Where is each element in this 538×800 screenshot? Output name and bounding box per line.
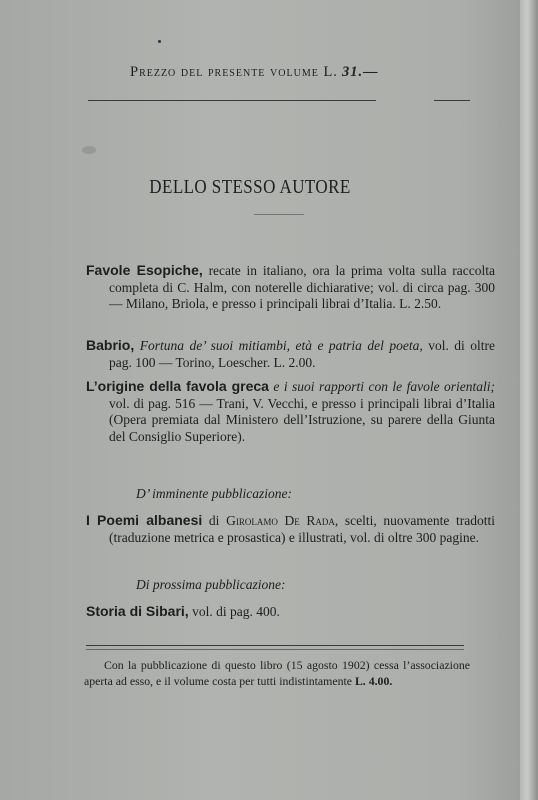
page-edge <box>520 0 538 800</box>
upcoming-heading: Di prossima pubblicazione: <box>136 577 286 592</box>
note-price: L. 4.00. <box>354 673 393 688</box>
entry-subtitle: Fortuna de’ suoi mitiambi, età e patria del poeta, <box>139 338 423 353</box>
entry-subtitle: e i suoi rapporti con le favole orientali; <box>273 379 495 394</box>
entry-title: Babrio, <box>86 337 135 353</box>
note-text: Con la pubblicazione di questo libro (15 agosto 1902) cessa l’associazione aperta ad esso, e il volume costa per tutti indistintamente <box>84 658 470 688</box>
entry-title: Storia di Sibari, <box>86 603 189 619</box>
paper-spot <box>158 40 161 43</box>
entry-author: Girolamo De Rada <box>226 513 335 528</box>
entry-title: L’origine della favola greca <box>86 378 269 394</box>
paper-spot <box>82 146 96 154</box>
entry-poemi-albanesi <box>86 512 495 546</box>
title-rule <box>254 214 304 215</box>
imminent-heading: D’ imminente pubblicazione: <box>136 486 292 501</box>
page-title: DELLO STESSO AUTORE <box>149 176 351 198</box>
entry-babrio <box>86 337 495 371</box>
entry-text: , scelti, nuovamente tradotti (traduzione metrica e prosastica) e illustrati, vol. di oltre 300 pagine. <box>109 513 496 545</box>
price-rule-right <box>434 100 470 101</box>
subscription-note <box>84 658 470 689</box>
entry-favole-esopiche <box>86 262 495 313</box>
price-rule <box>88 100 376 101</box>
footer-rule <box>86 645 464 646</box>
entry-text: recate in italiano, ora la prima volta sulla raccolta completa di C. Halm, con noterelle dichiarative; vol. di circa pag. 300 — Milano, Briola, e presso i principali librai d’Italia. L. 2.50. <box>109 263 496 311</box>
entry-text: vol. di oltre pag. 100 — Torino, Loescher. L. 2.00. <box>109 338 496 370</box>
handwritten-price: 31.— <box>341 64 379 80</box>
entry-storia-sibari <box>86 603 495 621</box>
entry-text: vol. di pag. 516 — Trani, V. Vecchi, e presso i principali librai d’Italia (Opera premiata dal Ministero dell’Istruzione, su parere della Giunta del Consiglio Superiore). <box>109 395 495 444</box>
price-line <box>130 64 379 81</box>
entry-title: Favole Esopiche, <box>86 262 203 278</box>
footer-rule-thin <box>86 649 464 650</box>
entry-text: vol. di pag. 400. <box>192 604 280 619</box>
price-label: Prezzo del presente volume L. <box>130 64 338 80</box>
entry-pre: di <box>208 513 220 528</box>
entry-title: I Poemi albanesi <box>86 512 203 528</box>
entry-origine-favola <box>86 378 495 445</box>
